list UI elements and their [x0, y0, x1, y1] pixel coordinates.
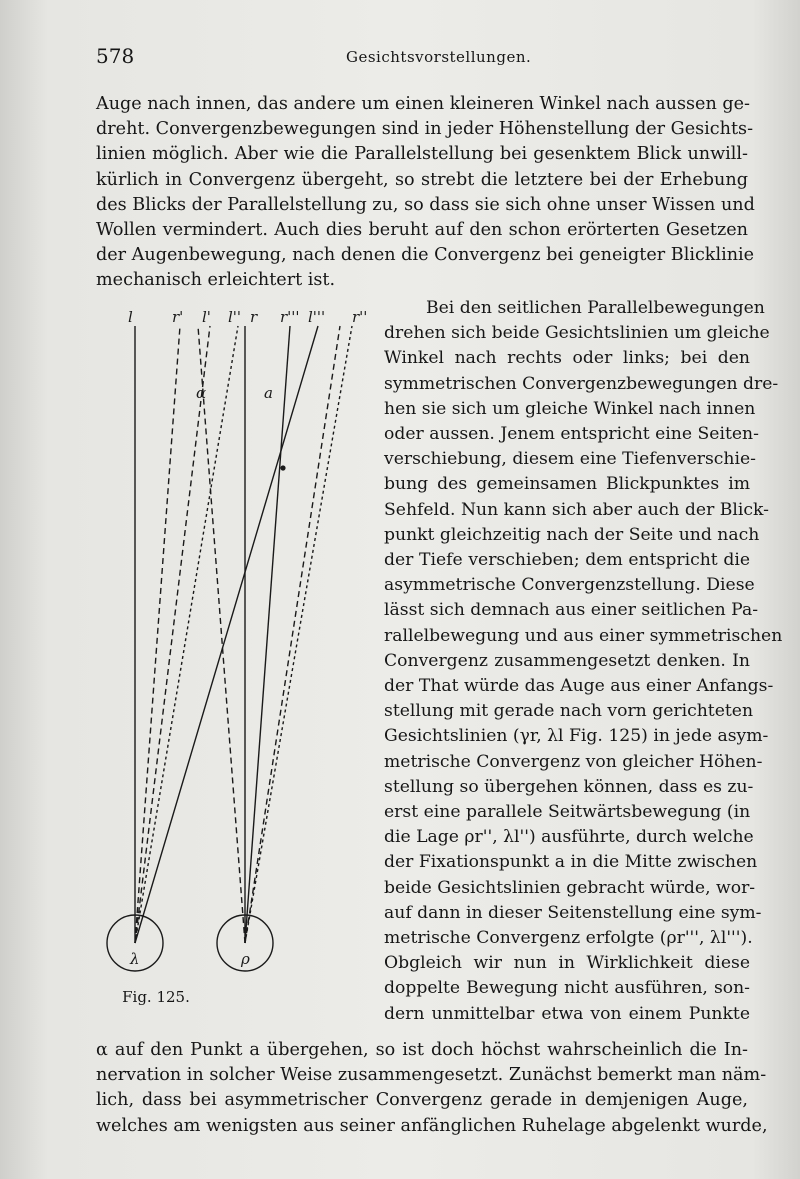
paragraph-top: [96, 92, 755, 294]
label-l-dprime: l'': [228, 308, 242, 326]
text-line: die Lage ρr'', λl'') ausführte, durch welche: [384, 827, 754, 848]
text-line: α auf den Punkt a übergehen, so ist doch höchst wahrscheinlich die In-: [96, 1040, 748, 1060]
text-line: der Augenbewegung, nach denen die Convergenz bei geneigter Blicklinie: [96, 245, 755, 266]
text-line: oder aussen. Jenem entspricht eine Seiten-: [384, 424, 759, 445]
page-number: 578: [96, 44, 135, 68]
figure-caption: Fig. 125.: [122, 988, 190, 1006]
text-line: des Blicks der Parallelstellung zu, so dass sie sich ohne unser Wissen und: [96, 194, 755, 215]
label-r-dprime: r'': [352, 308, 368, 326]
running-head: Gesichtsvorstellungen.: [346, 48, 532, 66]
label-r-tprime: r''': [280, 308, 300, 326]
line-rho-parallel: [245, 326, 340, 943]
label-l-prime: l': [202, 308, 211, 326]
eye-convergence-diagram: [100, 300, 382, 1020]
text-line: nervation in solcher Weise zusammengesetzt. Zunächst bemerkt man näm-: [96, 1065, 767, 1086]
label-a: a: [264, 384, 273, 402]
text-line: verschiebung, diesem eine Tiefenverschie-: [384, 449, 756, 470]
label-r: r: [250, 308, 258, 326]
text-line: lich, dass bei asymmetrischer Convergenz gerade in demjenigen Auge,: [96, 1090, 748, 1111]
text-line: stellung mit gerade nach vorn gerichteten: [384, 701, 754, 722]
text-line: beide Gesichtslinien gebracht würde, wor-: [384, 877, 756, 898]
label-r-prime: r': [172, 308, 184, 326]
line-rho-r-tprime: [245, 326, 290, 943]
text-line: drehen sich beide Gesichtslinien um gleiche: [384, 323, 770, 344]
text-line: der Fixationspunkt a in die Mitte zwischen: [384, 852, 758, 873]
text-line: rallelbewegung und aus einer symmetrischen: [384, 625, 783, 646]
text-line: dern unmittelbar etwa von einem Punkte: [384, 1003, 750, 1024]
label-alpha: α: [196, 384, 207, 402]
text-line: hen sie sich um gleiche Winkel nach innen: [384, 398, 756, 419]
text-line: der Tiefe verschieben; dem entspricht die: [384, 550, 750, 571]
text-line: erst eine parallele Seitwärtsbewegung (in: [384, 802, 751, 823]
text-line: metrische Convergenz von gleicher Höhen-: [384, 751, 763, 772]
label-l-tprime: l''': [308, 308, 326, 326]
text-line: Wollen vermindert. Auch dies beruht auf den schon erörterten Gesetzen: [96, 220, 748, 241]
text-line: Winkel nach rechts oder links; bei den: [384, 348, 750, 369]
line-lambda-r-prime: [135, 326, 180, 943]
page-header: [96, 44, 752, 72]
line-lambda-l-tprime: [135, 326, 318, 943]
text-line: asymmetrische Convergenzstellung. Diese: [384, 575, 755, 596]
text-line: Auge nach innen, das andere um einen kleineren Winkel nach aussen ge-: [96, 94, 750, 114]
fixation-point-a: [280, 465, 285, 470]
line-lambda-l-prime: [135, 326, 210, 943]
line-rho-r-dprime: [245, 326, 352, 943]
text-line: auf dann in dieser Seitenstellung eine sym-: [384, 902, 762, 923]
text-line: doppelte Bewegung nicht ausführen, son-: [384, 978, 750, 999]
paragraph-bottom: [96, 1038, 768, 1139]
text-line: Gesichtslinien (γr, λl Fig. 125) in jede asym-: [384, 726, 769, 747]
text-line: Obgleich wir nun in Wirklichkeit diese: [384, 953, 750, 974]
text-line: symmetrischen Convergenzbewegungen dre-: [384, 373, 779, 394]
label-rho: ρ: [241, 950, 250, 968]
text-line: punkt gleichzeitig nach der Seite und nach: [384, 524, 760, 545]
text-line: Convergenz zusammengesetzt denken. In: [384, 650, 750, 671]
text-line: lässt sich demnach aus einer seitlichen Pa-: [384, 600, 759, 621]
line-rho-r-prime: [198, 326, 245, 943]
text-line: der That würde das Auge aus einer Anfangs-: [384, 676, 774, 697]
label-l: l: [128, 308, 133, 326]
label-lambda: λ: [130, 950, 140, 968]
text-line: linien möglich. Aber wie die Parallelstellung bei gesenktem Blick unwill-: [96, 144, 748, 165]
text-line: stellung so übergehen können, dass es zu-: [384, 776, 754, 797]
text-line: kürlich in Convergenz übergeht, so strebt die letztere bei der Erhebung: [96, 169, 748, 190]
text-line: welches am wenigsten aus seiner anfänglichen Ruhelage abgelenkt wurde,: [96, 1115, 768, 1136]
column-paragraph: [384, 296, 783, 1027]
figure-125: [100, 300, 382, 1020]
line-lambda-l-dprime: [135, 326, 238, 943]
text-line: bung des gemeinsamen Blickpunktes im: [384, 474, 750, 495]
text-line: mechanisch erleichtert ist.: [96, 270, 336, 291]
text-line: Bei den seitlichen Parallelbewegungen: [426, 298, 765, 318]
text-line: dreht. Convergenzbewegungen sind in jeder Höhenstellung der Gesichts-: [96, 119, 754, 140]
text-line: metrische Convergenz erfolgte (ρr''', λl''').: [384, 928, 753, 949]
text-line: Sehfeld. Nun kann sich aber auch der Blick-: [384, 499, 769, 520]
